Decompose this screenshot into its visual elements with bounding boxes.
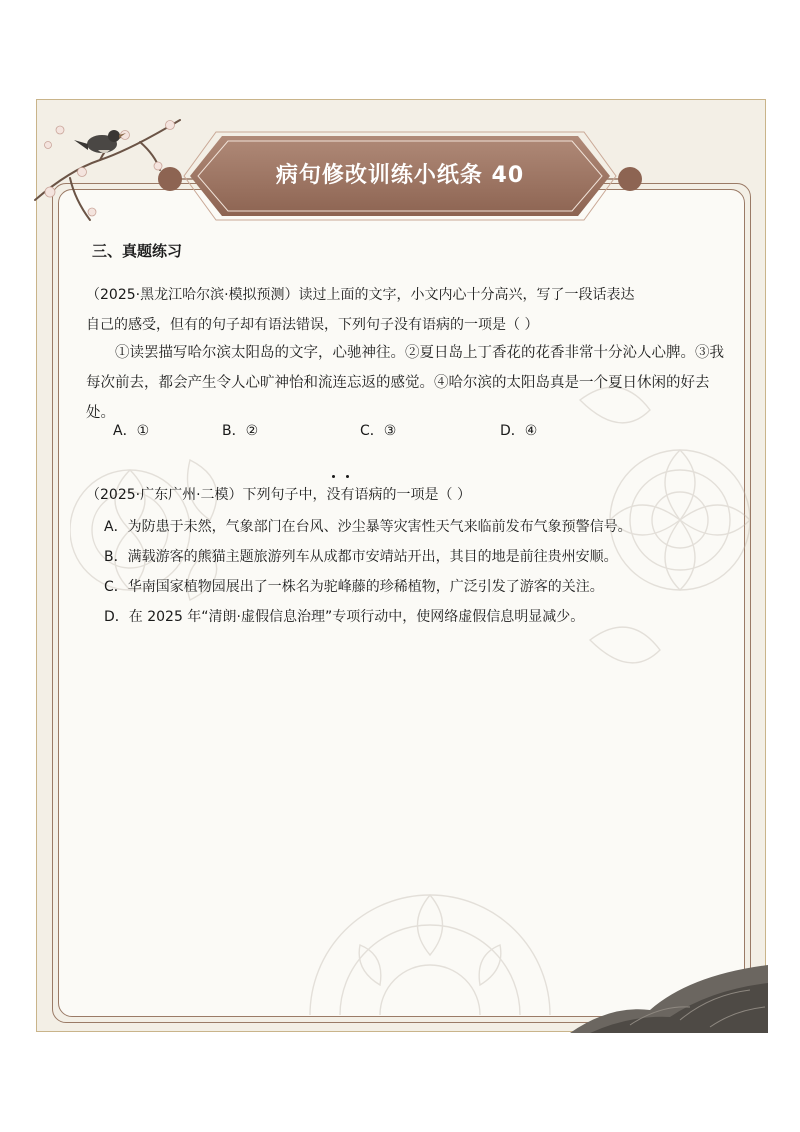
page-title: 病句修改训练小纸条 40	[275, 162, 525, 188]
title-banner	[150, 130, 650, 230]
question1-option-a[interactable]: A．①	[113, 423, 150, 439]
question2-option-c[interactable]: C．华南国家植物园展出了一株名为驼峰藤的珍稀植物，广泛引发了游客的关注。	[104, 579, 604, 595]
question1-passage: ①读罢描写哈尔滨太阳岛的文字，心驰神往。②夏日岛上丁香花的花香非常十分沁人心脾。③我每次前去，都会产生令人心旷神怡和流连忘返的感觉。④哈尔滨的太阳岛真是一个夏日休闲的好去处。	[86, 345, 724, 421]
question2-intro	[86, 480, 726, 510]
rock-corner-icon	[570, 965, 768, 1033]
question1-intro-line1: （2025·黑龙江哈尔滨·模拟预测）读过上面的文字，小文内心十分高兴，写了一段话表达	[86, 287, 635, 303]
question1-option-b[interactable]: B．②	[222, 423, 259, 439]
question1-option-d[interactable]: D．④	[500, 423, 538, 439]
question2-intro-suffix: 语病的一项是（ ）	[354, 487, 471, 503]
question2-options	[104, 512, 632, 632]
question2-option-a[interactable]: A．为防患于未然，气象部门在台风、沙尘暴等灾害性天气来临前发布气象预警信号。	[104, 519, 632, 535]
question2-emphasis-char-2: 有	[341, 480, 355, 510]
question1-intro-line2: 自己的感受，但有的句子却有语法错误，下列句子没有语病的一项是（ ）	[86, 317, 539, 333]
section-heading: 三、真题练习	[92, 242, 183, 260]
question2-option-b[interactable]: B．满载游客的熊猫主题旅游列车从成都市安靖站开出，其目的地是前往贵州安顺。	[104, 549, 618, 565]
lace-ornament-bottom-icon	[300, 855, 560, 1015]
question2-intro-prefix: （2025·广东广州·二模）下列句子中，	[86, 487, 327, 503]
question1-option-c[interactable]: C．③	[360, 423, 397, 439]
question2-option-d[interactable]: D．在 2025 年“清朗·虚假信息治理”专项行动中，使网络虚假信息明显减少。	[104, 609, 585, 625]
question2-emphasis-char-1: 没	[327, 480, 341, 510]
